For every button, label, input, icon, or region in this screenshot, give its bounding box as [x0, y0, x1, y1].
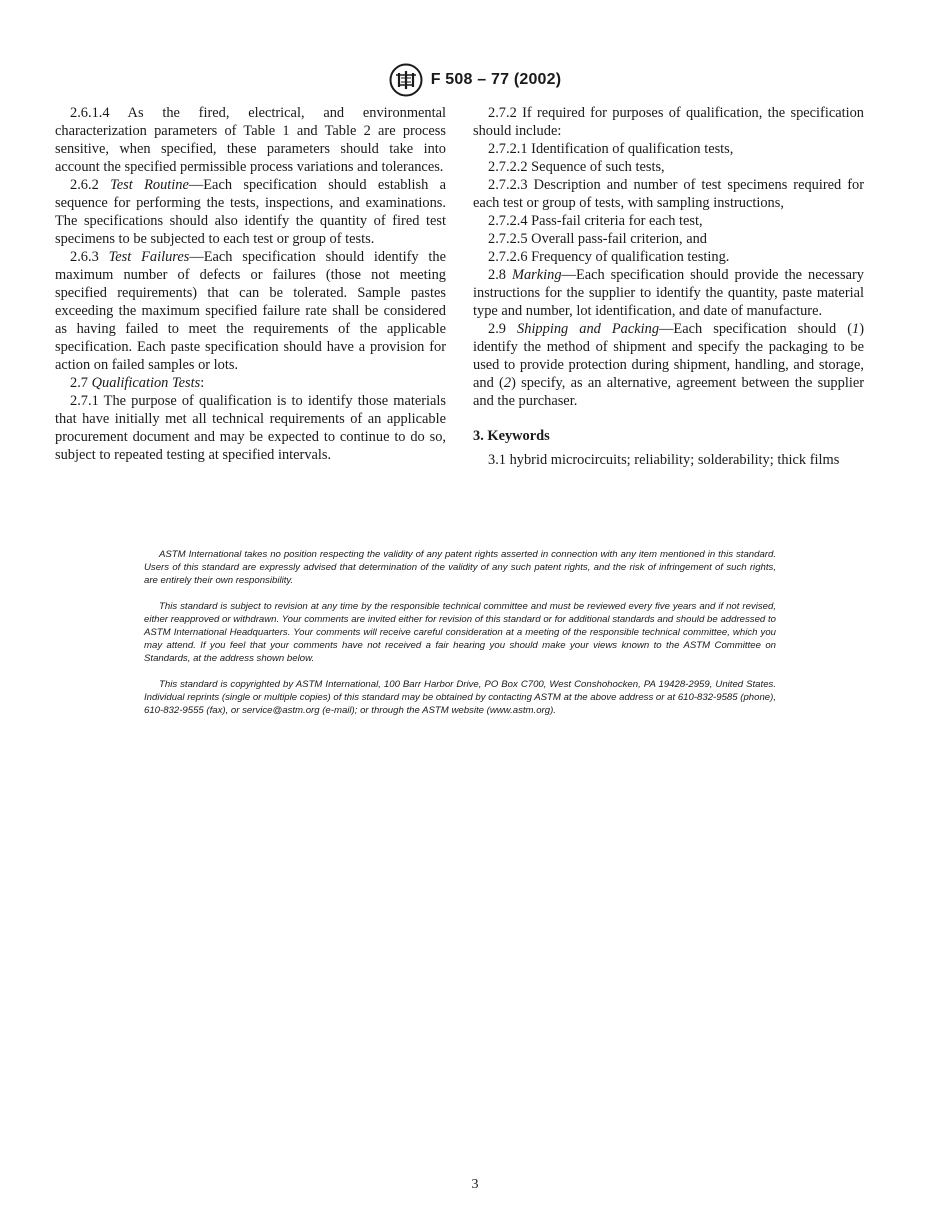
paragraph-2-7 — [55, 374, 446, 392]
paragraph-2-6-1-4: 2.6.1.4 As the fired, electrical, and environmental characterization parameters of Table 1 and Table 2 are process sensitive, when specified, these parameters should take into account the specified permissible process variations and tolerances. — [55, 105, 446, 175]
paragraph-number: 2.9 — [488, 321, 506, 337]
paragraph-2-7-2: 2.7.2 If required for purposes of qualification, the specification should include: — [473, 105, 864, 139]
paragraph-title: Marking — [511, 267, 562, 283]
standard-designation: F 508 – 77 (2002) — [430, 71, 562, 88]
paragraph-body: —Each specification should establish a sequence for performing the tests, inspections, and examinations. The specifications should also identify the quantity of fired test specimens to be subjected to each test or group of tests. — [55, 177, 446, 247]
keywords-heading: 3. Keywords — [473, 428, 550, 444]
keywords-text: 3.1 hybrid microcircuits; reliability; solderability; thick films — [488, 452, 840, 468]
paragraph-2-6-2 — [55, 176, 446, 248]
paragraph-number: 2.8 — [488, 267, 506, 283]
list-item: 2.7.2.5 Overall pass-fail criterion, and — [488, 231, 707, 247]
paragraph-body: —Each specification should ( — [659, 321, 852, 337]
legal-notices — [144, 548, 776, 730]
paragraph-2-9 — [473, 320, 864, 410]
revision-notice: This standard is subject to revision at any time by the responsible technical committee and must be reviewed every five years and if not revised, either reapproved or withdrawn. Your comments are invited either for revision of this standard or for additional standards and should be addressed to ASTM International Headquarters. Your comments will receive careful consideration at a meeting of the responsible technical committee, which you may attend. If you feel that your comments have not received a fair hearing you should make your views known to the ASTM Committee on Standards, at the address shown below. — [144, 601, 776, 664]
paragraph-number: 2.7 — [70, 375, 88, 391]
page-header — [0, 63, 950, 97]
paragraph-2-8 — [473, 266, 864, 320]
list-item: 2.7.2.4 Pass-fail criteria for each test, — [488, 213, 703, 229]
enumeration-marker: 1 — [852, 321, 860, 337]
paragraph-title: Shipping and Packing — [517, 321, 660, 337]
paragraph-2-6-3 — [55, 248, 446, 374]
list-item: 2.7.2.2 Sequence of such tests, — [488, 159, 665, 175]
paragraph-body: —Each specification should identify the maximum number of defects or failures (those not meeting specified requirements) that can be tolerated. Sample pastes exceeding the maximum specified failure rate shall be considered as having failed to meet the requirements of the applicable specification. Each paste specification should have a provision for action on failed samples or lots. — [55, 249, 446, 373]
list-item: 2.7.2.1 Identification of qualification tests, — [488, 141, 734, 157]
paragraph-2-7-1: 2.7.1 The purpose of qualification is to identify those materials that have initially met all technical requirements of an applicable procurement document and may be expected to continue to do so, subject to repeated testing at specified intervals. — [55, 393, 446, 463]
astm-logo-icon — [389, 63, 423, 97]
paragraph-title: Qualification Tests — [91, 375, 201, 391]
paragraph-body: —Each specification should provide the necessary instructions for the supplier to identify the quantity, paste material type and number, lot identification, and date of manufacture. — [473, 267, 864, 319]
paragraph-title: Test Routine — [110, 177, 189, 193]
list-item: 2.7.2.3 Description and number of test specimens required for each test or group of tests, with sampling instructions, — [473, 177, 864, 211]
right-column — [473, 104, 864, 469]
paragraph-body: : — [200, 375, 205, 391]
enumeration-marker: 2 — [503, 375, 512, 391]
copyright-notice: This standard is copyrighted by ASTM International, 100 Barr Harbor Drive, PO Box C700, West Conshohocken, PA 19428-2959, United States. Individual reprints (single or multiple copies) of this standard may be obtained by contacting ASTM at the above address or at 610-832-9585 (phone), 610-832-9555 (fax), or service@astm.org (e-mail); or through the ASTM website (www.astm.org). — [144, 679, 776, 716]
page-number: 3 — [471, 1177, 479, 1192]
paragraph-body: ) identify the method of shipment and specify the packaging to be used to provide protection during shipment, handling, and storage, and ( — [473, 321, 864, 391]
paragraph-title: Test Failures — [108, 249, 190, 265]
list-item: 2.7.2.6 Frequency of qualification testing. — [488, 249, 730, 265]
left-column — [55, 104, 446, 464]
paragraph-number: 2.6.2 — [70, 177, 99, 193]
paragraph-body: ) specify, as an alternative, agreement between the supplier and the purchaser. — [473, 375, 865, 409]
paragraph-number: 2.6.3 — [70, 249, 99, 265]
patent-notice: ASTM International takes no position respecting the validity of any patent rights asserted in connection with any item mentioned in this standard. Users of this standard are expressly advised that determination of the validity of any such patent rights, and the risk of infringement of such rights, are entirely their own responsibility. — [144, 549, 776, 586]
